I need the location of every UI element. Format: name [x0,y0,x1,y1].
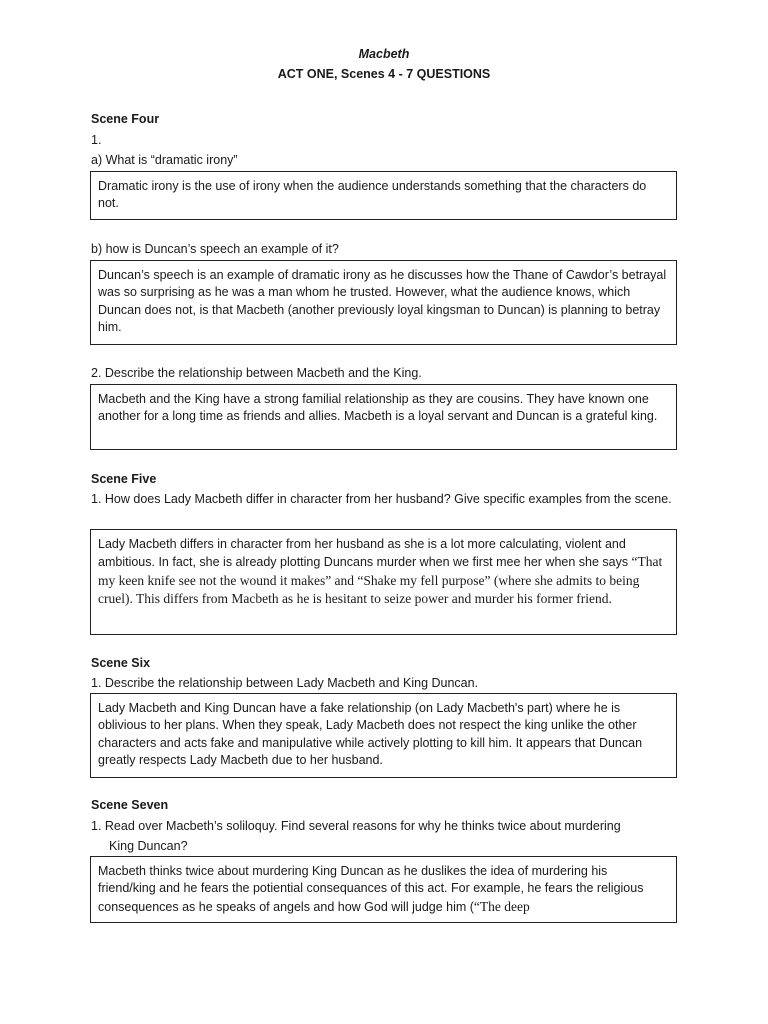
scene-seven-heading: Scene Seven [91,798,169,812]
document-title: Macbeth [358,47,410,61]
scene-four-heading: Scene Four [91,112,160,126]
scene-six-q1: 1. Describe the relationship between Lady Macbeth and King Duncan. [91,676,479,690]
scene-five-answer-1 [90,529,677,635]
scene-five-q1: 1. How does Lady Macbeth differ in character from her husband? Give specific examples from the scene. [91,492,672,506]
scene-six-answer-1: Lady Macbeth and King Duncan have a fake relationship (on Lady Macbeth's part) where he is oblivious to her plans. When they speak, Lady Macbeth does not respect the king unlike the other characters and acts fake and manipulative while actively plotting to kill him. It appears that Duncan greatly respects Lady Macbeth due to her husband. [90,693,677,778]
scene-seven-answer-1-text: Macbeth thinks twice about murdering King Duncan as he duslikes the idea of murdering his friend/king and he fears the potiential consequances of this act. For example, he fears the religious consequences as he speaks of angels and how God will judge him ( [98,864,644,914]
scene-five-answer-1-quote: “That my keen knife see not the wound it makes” and “Shake my fell purpose” (where she admits to being cruel). This differs from Macbeth as he is hesitant to seize power and murder his former friend. [98,554,663,606]
scene-seven-answer-1 [90,856,677,923]
scene-five-heading: Scene Five [91,472,157,486]
scene-four-q1-number: 1. [91,133,102,147]
document-subtitle: ACT ONE, Scenes 4 - 7 QUESTIONS [277,67,491,81]
scene-four-answer-1b: Duncan’s speech is an example of dramatic irony as he discusses how the Thane of Cawdor’s betrayal was so surprising as he was a man whom he trusted. However, what the audience knows, which Duncan does not, is that Macbeth (another previously loyal kingsman to Duncan) is planning to betray him. [90,260,677,345]
scene-four-answer-1a: Dramatic irony is the use of irony when the audience understands something that the characters do not. [90,171,677,220]
scene-seven-q1: 1. Read over Macbeth’s soliloquy. Find several reasons for why he thinks twice about murdering King Duncan? [91,819,621,853]
scene-four-q1b: b) how is Duncan’s speech an example of it? [91,242,339,256]
scene-five-answer-1-text: Lady Macbeth differs in character from her husband as she is a lot more calculating, violent and ambitious. In fact, she is already plotting Duncans murder when we first mee her when she says [98,537,629,570]
scene-four-q1a: a) What is “dramatic irony” [91,153,238,167]
scene-four-q2: 2. Describe the relationship between Macbeth and the King. [91,366,422,380]
scene-six-heading: Scene Six [91,656,151,670]
scene-seven-answer-1-quote: “The deep [473,898,530,914]
scene-four-answer-2: Macbeth and the King have a strong familial relationship as they are cousins. They have known one another for a long time as friends and allies. Macbeth is a loyal servant and Duncan is a grateful king. [90,384,677,450]
